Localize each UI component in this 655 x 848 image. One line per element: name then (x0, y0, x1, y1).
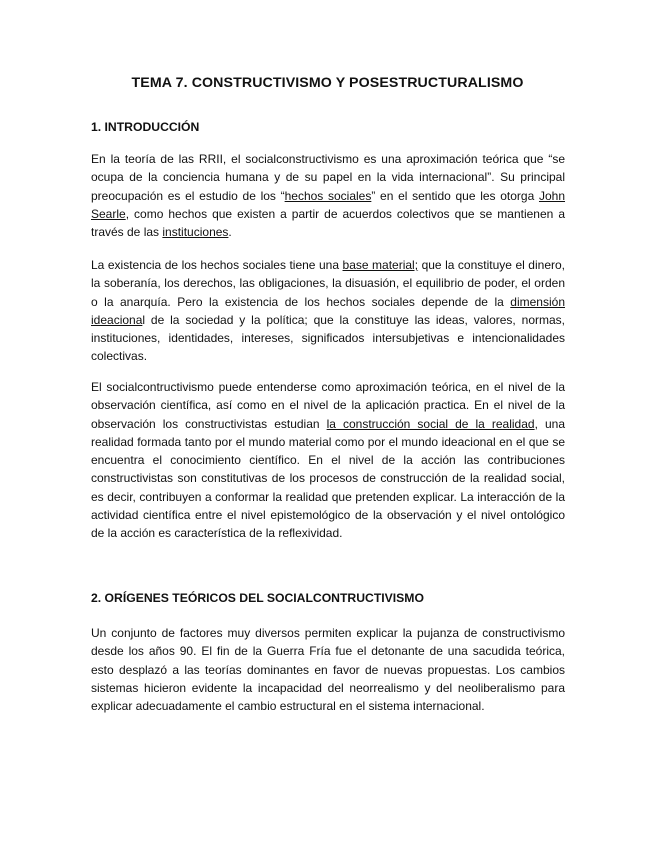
section-2-heading: 2. ORÍGENES TEÓRICOS DEL SOCIALCONTRUCTIVISMO (91, 591, 424, 605)
paragraph-intro-2 (91, 256, 565, 366)
underlined-term-hechos-sociales: hechos sociales (284, 188, 372, 203)
text-run: , una realidad formada tanto por el mundo material como por el mundo ideacional en el que se encuentra el conocimiento científico. En el nivel de la acción las contribuciones constructivistas son constitutivas de los procesos de construcción de la realidad social, es decir, contribuyen a conformar la realidad que pretenden explicar. La interacción de la actividad científica entre el nivel epistemológico de la observación y el nivel ontológico de la acción es característica de la reflexividad. (91, 416, 565, 541)
underlined-term-john-searle: John Searle (91, 188, 566, 221)
text-run: En la teoría de las RRII, el socialconstructivismo es una aproximación teórica que “se ocupa de la conciencia humana y de su papel en la vida internacional”. Su principal preocupación es el estudio de los “ (91, 152, 565, 203)
text-run: ” en el sentido que les otorga (371, 188, 539, 203)
underlined-term-dimension-ideacional: dimensión ideaciona (91, 294, 565, 327)
underlined-term-instituciones: instituciones (162, 225, 229, 240)
text-run: . (228, 225, 232, 240)
text-run: La existencia de los hechos sociales tiene una (91, 258, 343, 272)
paragraph-intro-1 (91, 150, 565, 241)
paragraph-intro-3 (91, 378, 565, 543)
underlined-term-construccion-social: la construcción social de la realidad (326, 416, 535, 431)
text-run: El socialcontructivismo puede entenderse como aproximación teórica, en el nivel de la observación científica, así como en el nivel de la aplicación practica. En el nivel de la observación los constructivistas estudian (91, 380, 565, 431)
text-run: l de la sociedad y la política; que la constituye las ideas, valores, normas, instituciones, identidades, intereses, significados intersubjetivas e intencionalidades colectivas. (91, 312, 565, 364)
section-1-heading: 1. INTRODUCCIÓN (91, 120, 200, 134)
page-title: TEMA 7. CONSTRUCTIVISMO Y POSESTRUCTURALISMO (131, 75, 524, 91)
text-run: , como hechos que existen a partir de acuerdos colectivos que se mantienen a través de las (91, 206, 565, 240)
underlined-term-base-material: base material; (342, 258, 419, 272)
text-run: que la constituye el dinero, la soberanía, los derechos, las obligaciones, la disuasión, el equilibrio de poder, el orden o la anarquía. Pero la existencia de los hechos sociales depende de la (91, 258, 565, 309)
paragraph-origins-1: Un conjunto de factores muy diversos permiten explicar la pujanza de constructivismo desde los años 90. El fin de la Guerra Fría fue el detonante de una sacudida teórica, esto desplazó a las teorías dominantes en favor de nuevas propuestas. Los cambios sistemas hicieron evidente la incapacidad del neorrealismo y del neoliberalismo para explicar adecuadamente el cambio estructural en el sistema internacional. (91, 626, 565, 714)
